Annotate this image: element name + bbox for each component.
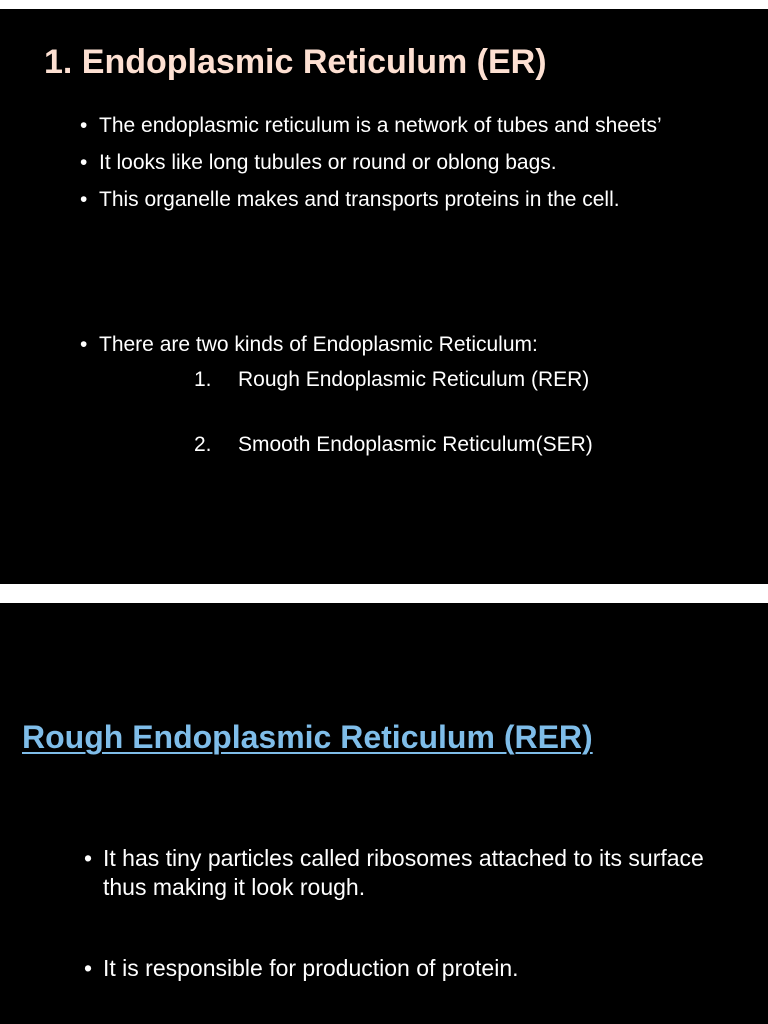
bullet-item: • There are two kinds of Endoplasmic Reticulum: <box>78 331 718 359</box>
slide-title: 1. Endoplasmic Reticulum (ER) <box>44 43 547 81</box>
numbered-item-rer <box>194 366 589 394</box>
bullet-item: • This organelle makes and transports proteins in the cell. <box>78 186 718 214</box>
slide-endoplasmic-reticulum <box>0 9 768 584</box>
bullet-list-kinds <box>78 331 718 359</box>
bullet-item: • It looks like long tubules or round or oblong bags. <box>78 149 718 177</box>
item-number: 2. <box>194 433 212 456</box>
item-label: Rough Endoplasmic Reticulum (RER) <box>238 368 590 391</box>
bullet-item: • It has tiny particles called ribosomes attached to its surface thus making it look rough. <box>82 844 742 902</box>
slide-title: Rough Endoplasmic Reticulum (RER) <box>22 719 593 755</box>
bullet-item: • The endoplasmic reticulum is a network of tubes and sheets’ <box>78 112 718 140</box>
bullet-list <box>78 112 718 223</box>
bullet-item: • It is responsible for production of protein. <box>82 954 742 983</box>
numbered-item-ser <box>194 431 593 459</box>
bullet-list <box>82 844 742 983</box>
item-number: 1. <box>194 368 212 391</box>
slide-rough-er <box>0 603 768 1024</box>
item-label: Smooth Endoplasmic Reticulum(SER) <box>238 433 593 456</box>
